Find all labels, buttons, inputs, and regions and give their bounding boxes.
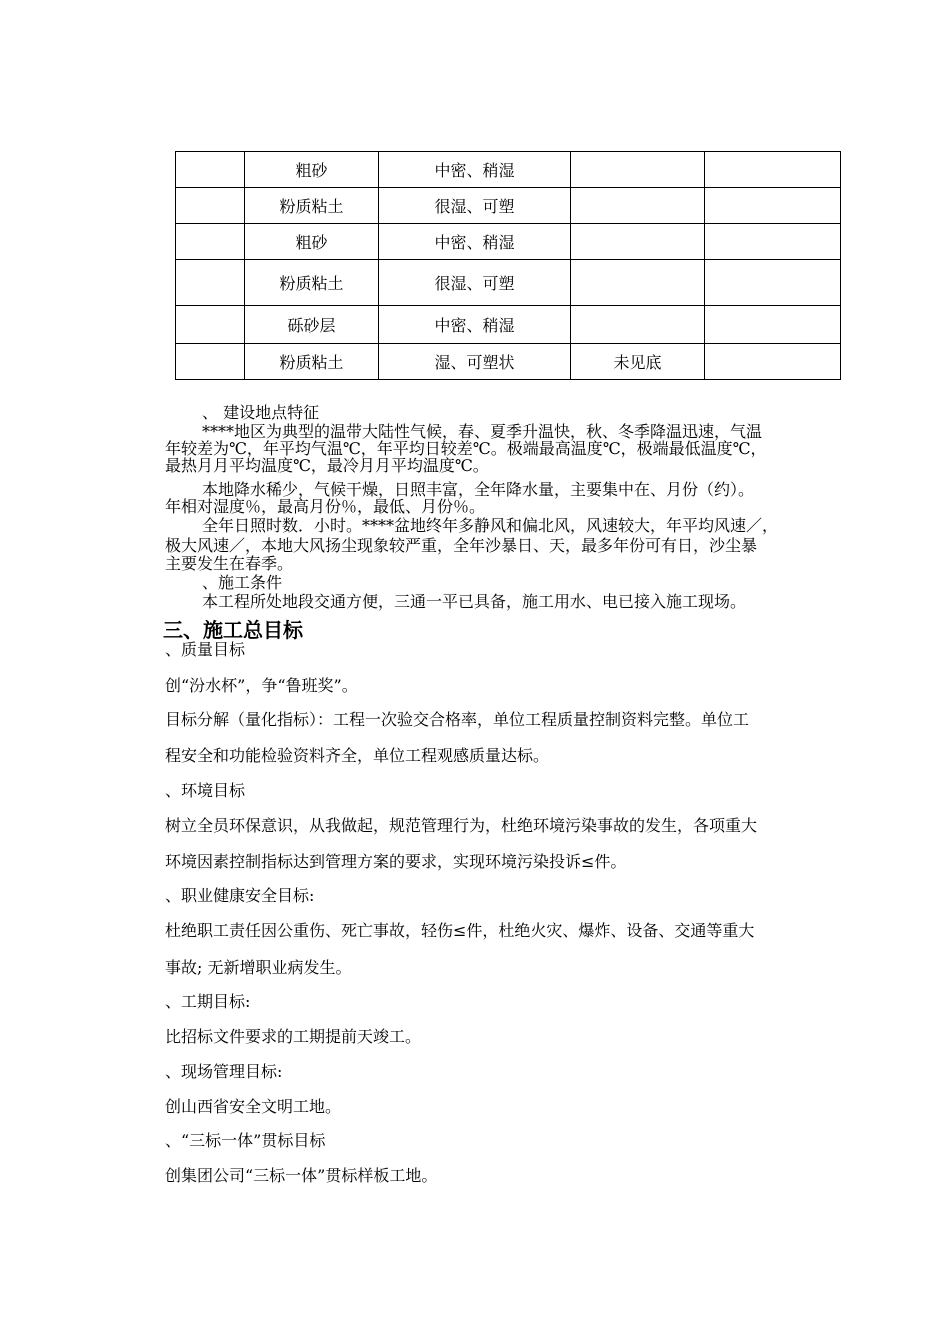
ohs-text-line: 杜绝职工责任因公重伤、死亡事故，轻伤≤件，杜绝火灾、爆炸、设备、交通等重大 — [165, 921, 755, 940]
table-cell — [176, 344, 245, 380]
three-standards-heading: 、“三标一体”贯标目标 — [165, 1131, 326, 1150]
table-cell — [571, 306, 705, 344]
table-cell: 未见底 — [571, 344, 705, 380]
quality-heading: 、质量目标 — [165, 640, 246, 659]
construction-conditions-heading: 、施工条件 — [202, 573, 283, 592]
table-row — [176, 188, 841, 224]
quality-breakdown-line: 程安全和功能检验资料齐全，单位工程观感质量达标。 — [165, 746, 550, 765]
table-cell: 粗砂 — [245, 224, 379, 260]
table-cell: 湿、可塑状 — [379, 344, 571, 380]
table-cell: 粉质粘土 — [245, 188, 379, 224]
table-cell — [705, 306, 841, 344]
ohs-text-line: 事故; 无新增职业病发生。 — [165, 958, 352, 977]
soil-layer-table — [175, 151, 841, 380]
schedule-text: 比招标文件要求的工期提前天竣工。 — [165, 1027, 422, 1046]
table-cell — [705, 152, 841, 188]
table-cell — [571, 152, 705, 188]
precipitation-text-line: 本地降水稀少，气候干燥，日照丰富，全年降水量，主要集中在、月份（约）。 — [202, 480, 755, 499]
three-standards-text: 创集团公司“三标一体”贯标样板工地。 — [165, 1166, 438, 1185]
table-cell — [705, 260, 841, 306]
table-cell: 中密、稍湿 — [379, 306, 571, 344]
wind-text-line: 全年日照时数．小时。****盆地终年多静风和偏北风，风速较大，年平均风速／， — [202, 516, 779, 535]
site-management-heading: 、现场管理目标: — [165, 1062, 283, 1081]
table-row — [176, 224, 841, 260]
site-features-heading: 、 建设地点特征 — [202, 403, 320, 422]
table-cell — [176, 188, 245, 224]
schedule-heading: 、工期目标: — [165, 992, 251, 1011]
table-row — [176, 260, 841, 306]
table-row — [176, 344, 841, 380]
section-title: 三、施工总目标 — [163, 618, 303, 642]
table-cell — [176, 152, 245, 188]
table-cell: 中密、稍湿 — [379, 152, 571, 188]
table-cell — [705, 344, 841, 380]
environment-text-line: 环境因素控制指标达到管理方案的要求，实现环境污染投诉≤件。 — [165, 852, 627, 871]
table-cell — [176, 260, 245, 306]
table-cell: 砾砂层 — [245, 306, 379, 344]
table-cell — [176, 224, 245, 260]
precipitation-text-line: 年相对湿度％，最高月份％，最低、月份％。 — [165, 497, 486, 516]
table-cell — [571, 260, 705, 306]
table-cell: 中密、稍湿 — [379, 224, 571, 260]
table-cell — [571, 224, 705, 260]
table-cell: 很湿、可塑 — [379, 260, 571, 306]
table-cell: 粗砂 — [245, 152, 379, 188]
climate-text-line: ****地区为典型的温带大陆性气候，春、夏季升温快，秋、冬季降温迅速，气温 — [202, 422, 763, 441]
quality-text: 创“汾水杯”，争“鲁班奖”。 — [165, 676, 358, 695]
table-cell: 很湿、可塑 — [379, 188, 571, 224]
environment-text-line: 树立全员环保意识，从我做起，规范管理行为，杜绝环境污染事故的发生，各项重大 — [165, 816, 758, 835]
wind-text-line: 主要发生在春季。 — [165, 554, 294, 573]
environment-heading: 、环境目标 — [165, 781, 246, 800]
climate-text-line: 年较差为℃，年平均气温℃，年平均日较差℃。极端最高温度℃，极端最低温度℃， — [165, 439, 767, 458]
table-cell — [705, 224, 841, 260]
table-cell: 粉质粘土 — [245, 260, 379, 306]
table-cell — [176, 306, 245, 344]
table-row — [176, 306, 841, 344]
quality-breakdown-line: 目标分解（量化指标）：工程一次验交合格率，单位工程质量控制资料完整。单位工 — [165, 710, 750, 729]
wind-text-line: 极大风速／，本地大风扬尘现象较严重，全年沙暴日、天，最多年份可有日，沙尘暴 — [165, 536, 758, 555]
table-row — [176, 152, 841, 188]
table-cell: 粉质粘土 — [245, 344, 379, 380]
table-cell — [705, 188, 841, 224]
construction-conditions-text: 本工程所处地段交通方便，三通一平已具备，施工用水、电已接入施工现场。 — [202, 592, 747, 611]
ohs-heading: 、职业健康安全目标: — [165, 886, 315, 905]
table-cell — [571, 188, 705, 224]
climate-text-line: 最热月月平均温度℃，最冷月月平均温度℃。 — [165, 456, 489, 475]
site-management-text: 创山西省安全文明工地。 — [165, 1097, 342, 1116]
